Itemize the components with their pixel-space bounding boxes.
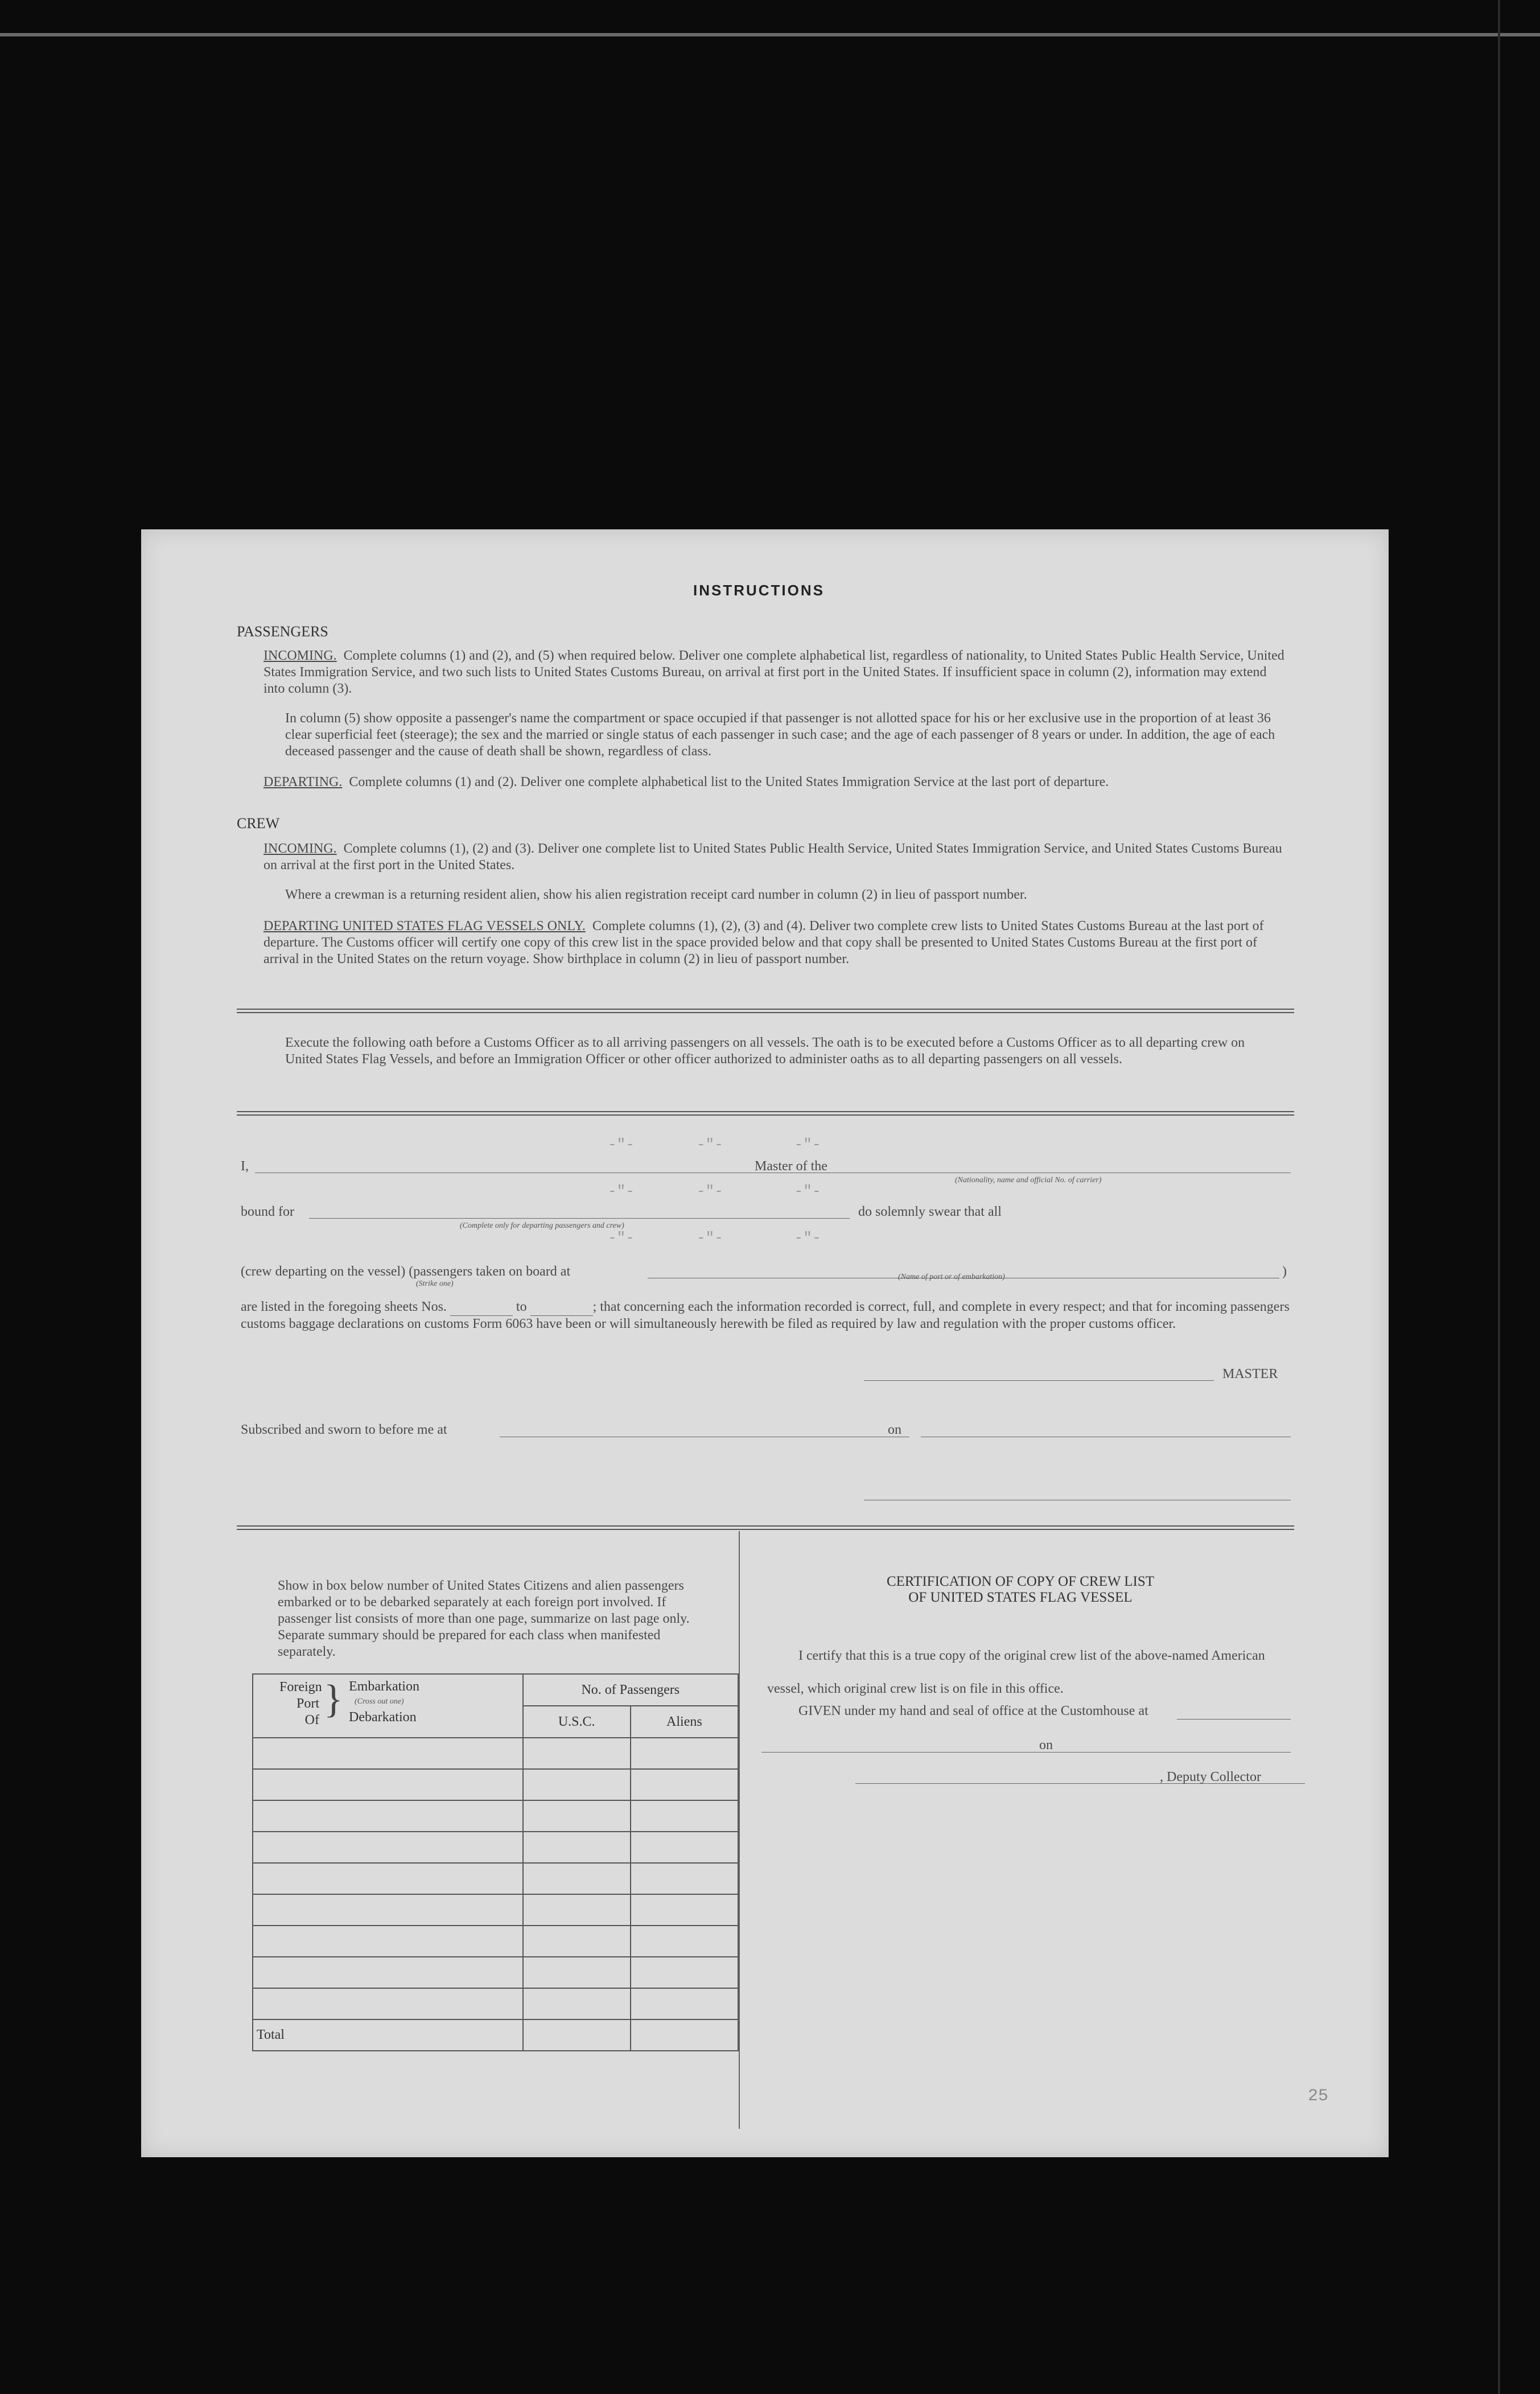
- deputy-collector-label: , Deputy Collector: [1160, 1770, 1261, 1784]
- master-signature-line[interactable]: [864, 1380, 1214, 1381]
- oath-intro: Execute the following oath before a Customs Officer as to all arriving passengers on all vessels. The oath is to be executed before a Customs Officer as to all departing crew on United States Flag Vessels, and before an Immigration Officer or other officer authorized to administer oaths as to all departing passengers on all vessels.: [285, 1035, 1245, 1067]
- vertical-divider: [739, 1531, 740, 2129]
- embarkation-label[interactable]: Embarkation: [349, 1679, 419, 1694]
- table-row: [253, 1863, 738, 1894]
- divider: [237, 1012, 1294, 1013]
- port-cell[interactable]: [253, 1863, 523, 1894]
- usc-cell[interactable]: [523, 1926, 631, 1957]
- port-cell[interactable]: [253, 1738, 523, 1769]
- bleed-mark: -"- -"- -"-: [608, 1136, 821, 1153]
- crew-incoming: [263, 841, 1288, 874]
- port-cell[interactable]: [253, 1988, 523, 2019]
- port-label: Port: [296, 1696, 319, 1711]
- usc-cell[interactable]: [523, 1957, 631, 1988]
- port-cell[interactable]: [253, 1769, 523, 1800]
- foreign-port-of: [279, 1679, 322, 1729]
- crew-heading: CREW: [237, 815, 280, 832]
- listed-line-a: are listed in the foregoing sheets Nos.: [241, 1299, 447, 1314]
- passengers-incoming-label: INCOMING.: [263, 648, 337, 663]
- debarkation-label[interactable]: Debarkation: [349, 1710, 417, 1725]
- crew-incoming-label: INCOMING.: [263, 841, 337, 856]
- summary-instructions: Show in box below number of United States Citizens and alien passengers embarked or to be debarked separately at each foreign port involved. If passenger list consists of more than one page, summarize on last page only. Separate summary should be prepared for each class when manifested separately.: [278, 1578, 690, 1659]
- nationality-caption: (Nationality, name and official No. of carrier): [955, 1176, 1102, 1184]
- passengers-column5: In column (5) show opposite a passenger's name the compartment or space occupied if that passenger is not allotted space for his or her exclusive use in the proportion of at least 36 clear superficial feet (steerage); the sex and the married or single status of each passenger in such case; and the age of each passenger of 8 years or under. In addition, the age of each deceased passenger and the cause of death shall be shown, regardless of class.: [285, 711, 1275, 759]
- aliens-cell[interactable]: [631, 1832, 738, 1863]
- aliens-total-cell[interactable]: [631, 2019, 738, 2051]
- total-row: [253, 2019, 738, 2051]
- port-cell[interactable]: [253, 1926, 523, 1957]
- oath-listed: [241, 1299, 1294, 1332]
- passengers-departing: [263, 774, 1288, 791]
- given-date-line[interactable]: [1063, 1752, 1291, 1753]
- port-cell[interactable]: [253, 1957, 523, 1988]
- table-row: [253, 1957, 738, 1988]
- close-paren: ): [1282, 1264, 1287, 1279]
- divider: [237, 1009, 1294, 1010]
- passenger-summary-table: [252, 1673, 739, 2051]
- port-cell[interactable]: [253, 1800, 523, 1832]
- aliens-cell[interactable]: [631, 1988, 738, 2019]
- subscribed-label: Subscribed and sworn to before me at: [241, 1422, 447, 1437]
- divider: [237, 1114, 1294, 1116]
- scan-right-edge: [1498, 0, 1500, 2394]
- oath-swear: do solemnly swear that all: [858, 1204, 1002, 1219]
- bleed-mark: -"- -"- -"-: [608, 1229, 821, 1247]
- passengers-header-cell: No. of Passengers: [523, 1674, 738, 1706]
- crew-resident: Where a crewman is a returning resident alien, show his alien registration receipt card number in column (2) in lieu of passport number.: [285, 887, 1027, 902]
- bleed-mark: -"- -"- -"-: [608, 1183, 821, 1200]
- port-header-cell: [253, 1674, 523, 1738]
- brace-left: }: [324, 1677, 343, 1721]
- usc-cell[interactable]: [523, 1832, 631, 1863]
- crew-departing: [263, 918, 1288, 968]
- crew-incoming-text: Complete columns (1), (2) and (3). Deliver one complete list to United States Public Health Service, United States Immigration Service, and United States Customs Bureau on arrival at the first port in the United States.: [263, 841, 1282, 873]
- listed-to: to: [516, 1299, 527, 1314]
- port-cell[interactable]: [253, 1894, 523, 1926]
- summary-header-row: [253, 1674, 738, 1706]
- table-row: [253, 1800, 738, 1832]
- certification-heading: [784, 1574, 1257, 1606]
- page-number: 25: [1308, 2087, 1329, 2106]
- usc-total-cell[interactable]: [523, 2019, 631, 2051]
- scan-top-line: [0, 33, 1540, 36]
- oath-master-of: Master of the: [755, 1159, 827, 1174]
- table-row: [253, 1832, 738, 1863]
- usc-cell[interactable]: [523, 1738, 631, 1769]
- subscribed-on: on: [888, 1422, 901, 1437]
- sheet-to-field[interactable]: [530, 1299, 593, 1316]
- passengers-departing-label: DEPARTING.: [263, 775, 343, 789]
- oath-crew-passengers: (crew departing on the vessel) (passengers taken on board at: [241, 1264, 571, 1279]
- divider: [237, 1529, 1294, 1530]
- table-row: [253, 1738, 738, 1769]
- certification-heading-line1: CERTIFICATION OF COPY OF CREW LIST: [886, 1574, 1155, 1589]
- passengers-incoming-text: Complete columns (1) and (2), and (5) when required below. Deliver one complete alphabetical list, regardless of nationality, to United States Public Health Service, United States Immigration Service, and two such lists to United States Customs Bureau, on arrival at first port in the United States. If insufficient space in column (2), information may extend into column (3).: [263, 648, 1284, 696]
- bleed-through-marks: [608, 1121, 821, 1261]
- aliens-cell[interactable]: [631, 1957, 738, 1988]
- divider: [237, 1111, 1294, 1112]
- aliens-header-cell: Aliens: [631, 1706, 738, 1738]
- document-page: [141, 529, 1389, 2157]
- certification-given: GIVEN under my hand and seal of office at the Customhouse at: [798, 1704, 1148, 1718]
- table-row: [253, 1894, 738, 1926]
- certification-heading-line2: OF UNITED STATES FLAG VESSEL: [908, 1590, 1133, 1605]
- aliens-cell[interactable]: [631, 1863, 738, 1894]
- of-label: Of: [304, 1713, 319, 1727]
- crew-departing-text: Complete columns (1), (2), (3) and (4). Deliver two complete crew lists to United States Customs Bureau at the last port of departure. The Customs officer will certify one copy of this crew list in the space provided below and that copy shall be presented to United States Customs Bureau at the first port of arrival in the United States on the return voyage. Show birthplace in column (2) in lieu of passport number.: [263, 919, 1264, 966]
- aliens-cell[interactable]: [631, 1894, 738, 1926]
- aliens-cell[interactable]: [631, 1800, 738, 1832]
- usc-cell[interactable]: [523, 1769, 631, 1800]
- oath-i-label: I,: [241, 1159, 249, 1174]
- table-row: [253, 1988, 738, 2019]
- table-row: [253, 1926, 738, 1957]
- crew-departing-label: DEPARTING UNITED STATES FLAG VESSELS ONLY.: [263, 919, 586, 933]
- usc-cell[interactable]: [523, 1800, 631, 1832]
- page-title: INSTRUCTIONS: [693, 582, 825, 599]
- passengers-incoming: [263, 648, 1288, 697]
- usc-header-cell: U.S.C.: [523, 1706, 631, 1738]
- sheet-from-field[interactable]: [450, 1299, 513, 1316]
- complete-caption: (Complete only for departing passengers and crew): [460, 1221, 624, 1230]
- customhouse-line[interactable]: [1177, 1719, 1291, 1720]
- total-label: Total: [253, 2019, 523, 2051]
- aliens-cell[interactable]: [631, 1738, 738, 1769]
- certification-text: I certify that this is a true copy of the original crew list of the above-named American vessel, which original crew list is on file in this office.: [767, 1648, 1265, 1696]
- aliens-cell[interactable]: [631, 1769, 738, 1800]
- cross-out-caption: (Cross out one): [355, 1697, 404, 1706]
- usc-cell[interactable]: [523, 1863, 631, 1894]
- port-caption: (Name of port or of embarkation): [898, 1273, 1005, 1281]
- listed-line-b: ; that concerning each the information recorded is correct, full, and complete in every respect; and that for incoming passengers customs baggage declarations on customs Form 6063 have been or will simultaneously herewith be filed as required by law and regulation with the proper customs officer.: [241, 1299, 1290, 1331]
- divider: [237, 1525, 1294, 1527]
- master-label: MASTER: [1222, 1367, 1278, 1381]
- foreign-label: Foreign: [279, 1680, 322, 1694]
- oath-bound-for: bound for: [241, 1204, 294, 1219]
- usc-cell[interactable]: [523, 1988, 631, 2019]
- strike-caption: (Strike one): [416, 1280, 454, 1288]
- passengers-departing-text: Complete columns (1) and (2). Deliver one complete alphabetical list to the United States Immigration Service at the last port of departure.: [349, 775, 1109, 789]
- usc-cell[interactable]: [523, 1894, 631, 1926]
- passengers-heading: PASSENGERS: [237, 623, 328, 640]
- table-row: [253, 1769, 738, 1800]
- port-cell[interactable]: [253, 1832, 523, 1863]
- certification-on: on: [1039, 1738, 1053, 1753]
- aliens-cell[interactable]: [631, 1926, 738, 1957]
